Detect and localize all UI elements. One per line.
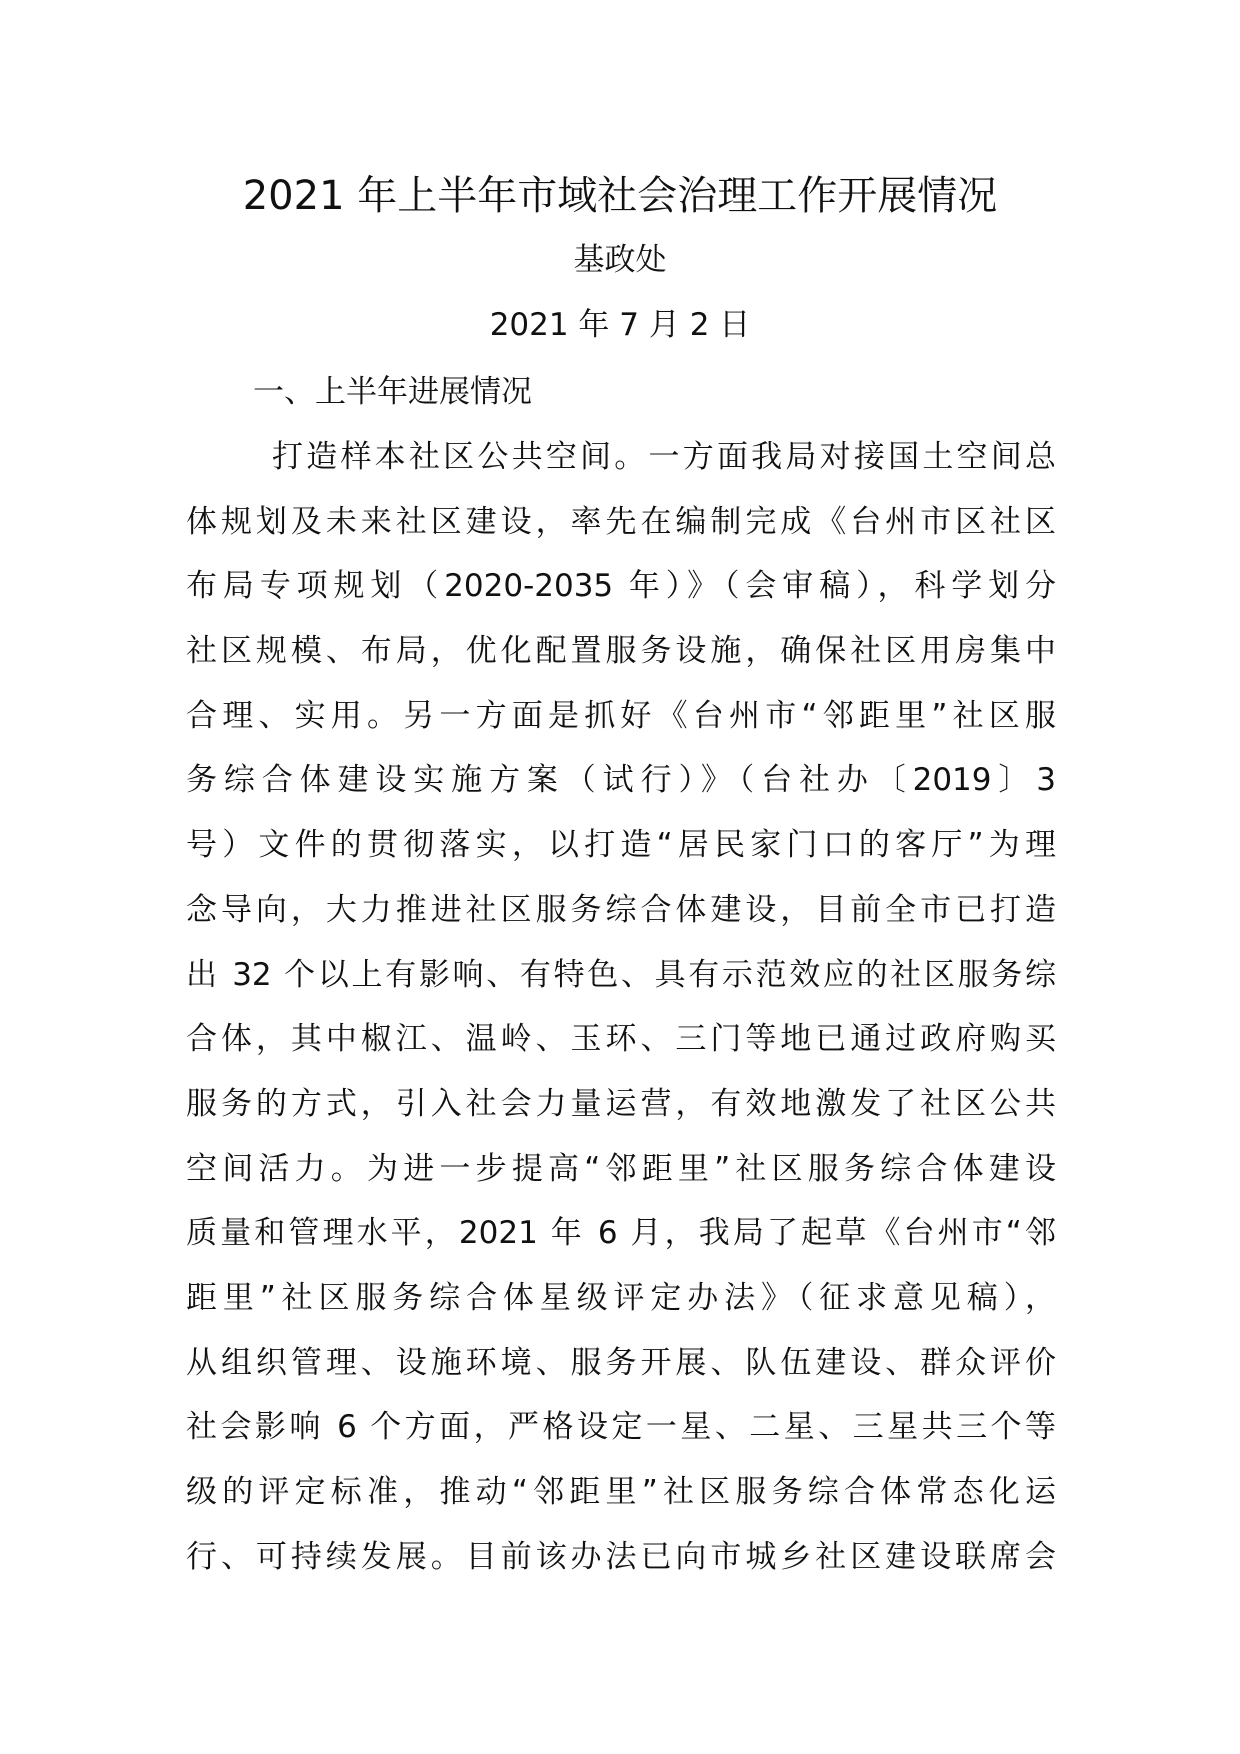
paragraph-body	[186, 435, 1056, 1599]
paragraph-line: 距里”社区服务综合体星级评定办法》（征求意见稿），	[186, 1279, 1056, 1316]
section-heading: 一、上半年进展情况	[253, 374, 532, 410]
paragraph-line: 出 32 个以上有影响、有特色、具有示范效应的社区服务综	[186, 956, 1056, 993]
paragraph-line: 行、可持续发展。目前该办法已向市城乡社区建设联席会	[186, 1538, 1056, 1575]
paragraph-line: 社会影响 6 个方面，严格设定一星、二星、三星共三个等	[186, 1409, 1056, 1446]
paragraph-line: 合理、实用。另一方面是抓好《台州市“邻距里”社区服	[186, 697, 1056, 734]
document-title: 2021 年上半年市域社会治理工作开展情况	[242, 173, 998, 219]
paragraph-line: 社区规模、布局，优化配置服务设施，确保社区用房集中	[186, 633, 1056, 670]
paragraph-line: 念导向，大力推进社区服务综合体建设，目前全市已打造	[186, 891, 1056, 928]
paragraph-line: 质量和管理水平，2021 年 6 月，我局了起草《台州市“邻	[186, 1215, 1056, 1252]
paragraph-line: 空间活力。为进一步提高“邻距里”社区服务综合体建设	[186, 1150, 1056, 1187]
paragraph-line: 服务的方式，引入社会力量运营，有效地激发了社区公共	[186, 1085, 1056, 1122]
paragraph-line: 务综合体建设实施方案（试行）》（台社办〔2019〕3	[186, 762, 1056, 799]
paragraph-line: 号）文件的贯彻落实，以打造“居民家门口的客厅”为理	[186, 827, 1056, 864]
paragraph-line: 级的评定标准，推动“邻距里”社区服务综合体常态化运	[186, 1474, 1056, 1510]
paragraph-line: 打造样本社区公共空间。一方面我局对接国土空间总	[272, 439, 1056, 475]
paragraph-line: 布局专项规划（2020-2035 年）》（会审稿），科学划分	[186, 568, 1056, 605]
paragraph-line: 从组织管理、设施环境、服务开展、队伍建设、群众评价	[186, 1344, 1056, 1381]
paragraph-line: 合体，其中椒江、温岭、玉环、三门等地已通过政府购买	[186, 1021, 1056, 1058]
document-author: 基政处	[573, 242, 667, 278]
document-date: 2021 年 7 月 2 日	[489, 307, 751, 343]
paragraph-line: 体规划及未来社区建设，率先在编制完成《台州市区社区	[186, 503, 1056, 540]
